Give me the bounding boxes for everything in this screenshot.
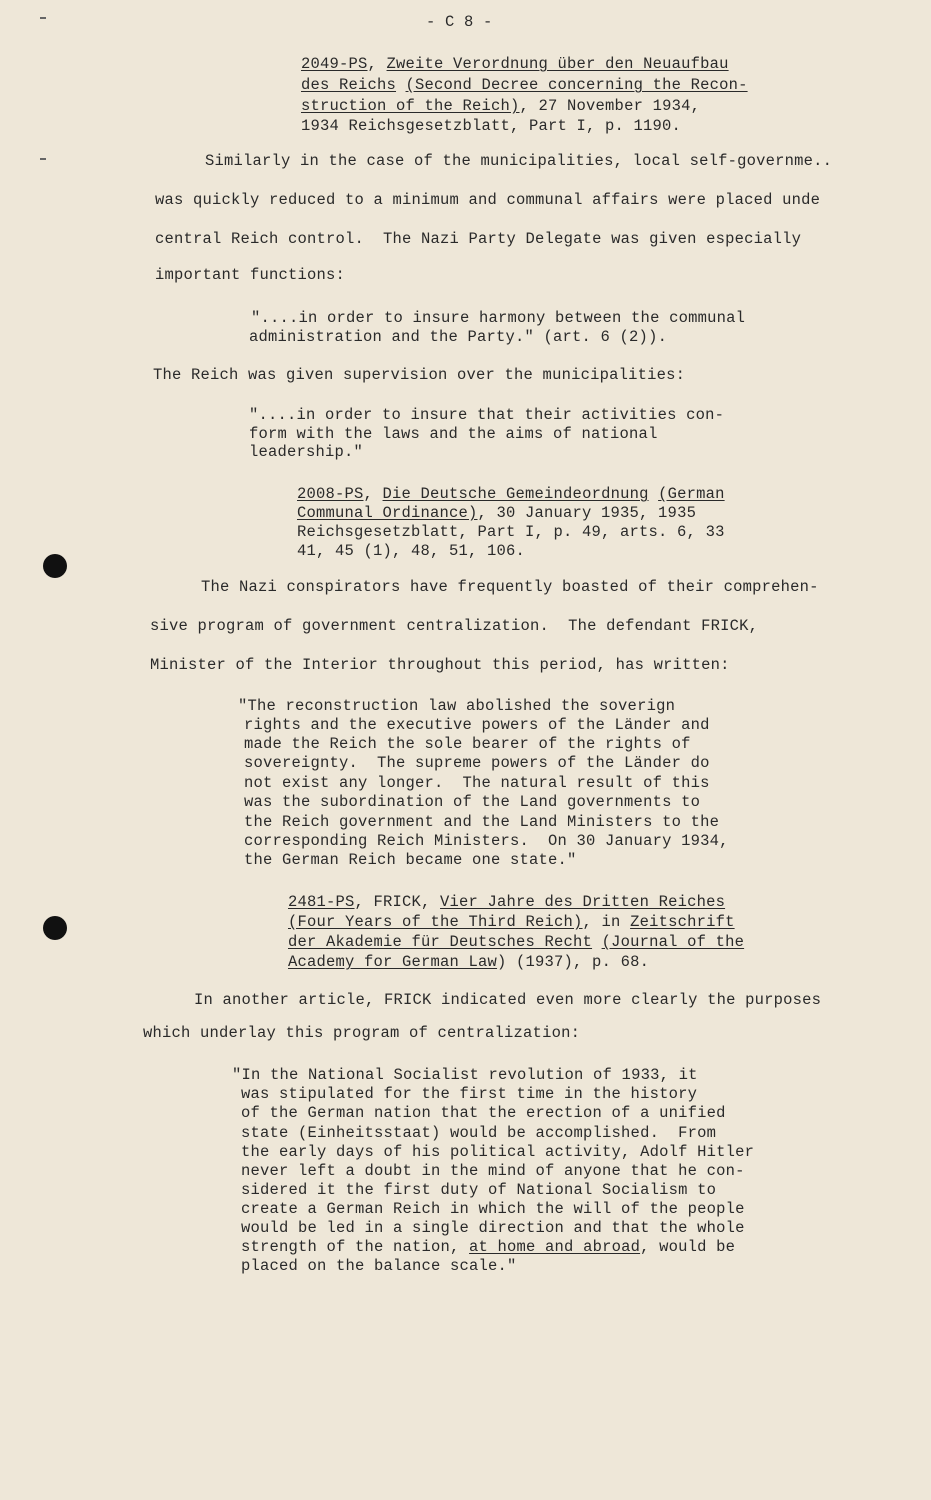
cite2-title-en: Communal Ordinance): [297, 504, 478, 522]
cite1-date: , 27 November 1934,: [519, 97, 701, 115]
margin-mark: [40, 158, 46, 160]
margin-mark: [40, 17, 46, 19]
cite3-ref: 2481-PS: [288, 893, 355, 911]
document-page: - C 8 - 2049-PS, Zweite Verordnung über den Neuaufbau des Reichs (Second Decree concerning the Recon- struction of the Reich), 27 November 1934, 1934 Reichsgesetzblatt, Part I, p. 1190. Similarly in the case of the municipalities, local self-governme.. was quickly reduced to a minimum and communal affairs were placed unde central Reich control. The Nazi Party Delegate was given especially important functions: "....in order to insure harmony between the communal administration and the Party." (art. 6 (2)). The Reich was given supervision over the municipalities: "....in order to insure that their activities con- form with the laws and the aims of national leadership." 2008-PS, Die Deutsche Gemeindeordnung (German Communal Ordinance), 30 January 1935, 1935 Reichsgesetzblatt, Part I, p. 49, arts. 6, 33 41, 45 (1), 48, 51, 106. The Nazi conspirators have frequently boasted of their comprehen- sive program of government centralization. The defendant FRICK, Minister of the Interior throughout this period, has written: "The reconstruction law abolished the soverign rights and the executive powers of the Länder and made the Reich the sole bearer of the rights of sovereignty. The supreme powers of the Länder do not exist any longer. The natural result of this was the subordination of the Land governments to the Reich government and the Land Ministers to the corresponding Reich Ministers. On 30 January 1934, the German Reich became one state." 2481-PS, FRICK, Vier Jahre des Dritten Reiches (Four Years of the Third Reich), in Zeitschrift der Akademie für Deutsches Recht (Journal of the Academy for German Law) (1937), p. 68. In another article, FRICK indicated even more clearly the purposes which underlay this program of centralization: "In the National Socialist revolution of 1933, it was stipulated for the first time in the history of the German nation that the erection of a unified state (Einheitsstaat) would be accomplished. From the early days of his political activity, Adolf Hitler never left a doubt in the mind of anyone that he con- sidered it the first duty of National Socialism to create a German Reich in which the will of the people would be led in a single direction and that the whole strength of the nation, at home and abroad, would be placed on the balance scale.": [0, 0, 931, 1500]
cite2-ref: 2008-PS: [297, 485, 364, 503]
page-number: - C 8 -: [426, 13, 493, 31]
cite1-title-en: (Second Decree concerning the Recon-: [405, 76, 748, 94]
cite3-title-de: Vier Jahre des Dritten Reiches: [440, 893, 726, 911]
cite2-title-de: Die Deutsche Gemeindeordnung: [382, 485, 649, 503]
underlined-phrase: at home and abroad: [469, 1238, 641, 1256]
cite3-journal: der Akademie für Deutsches Recht: [288, 933, 593, 951]
punch-hole-icon: [43, 916, 67, 940]
cite1-ref: 2049-PS: [301, 55, 368, 73]
cite1-title-de: Zweite Verordnung über den Neuaufbau: [386, 55, 729, 73]
cite1-source: 1934 Reichsgesetzblatt, Part I, p. 1190.: [301, 117, 682, 135]
cite3-title-en: (Four Years of the Third Reich): [288, 913, 583, 931]
punch-hole-icon: [43, 554, 67, 578]
paragraph-supervision: The Reich was given supervision over the municipalities:: [153, 366, 686, 384]
